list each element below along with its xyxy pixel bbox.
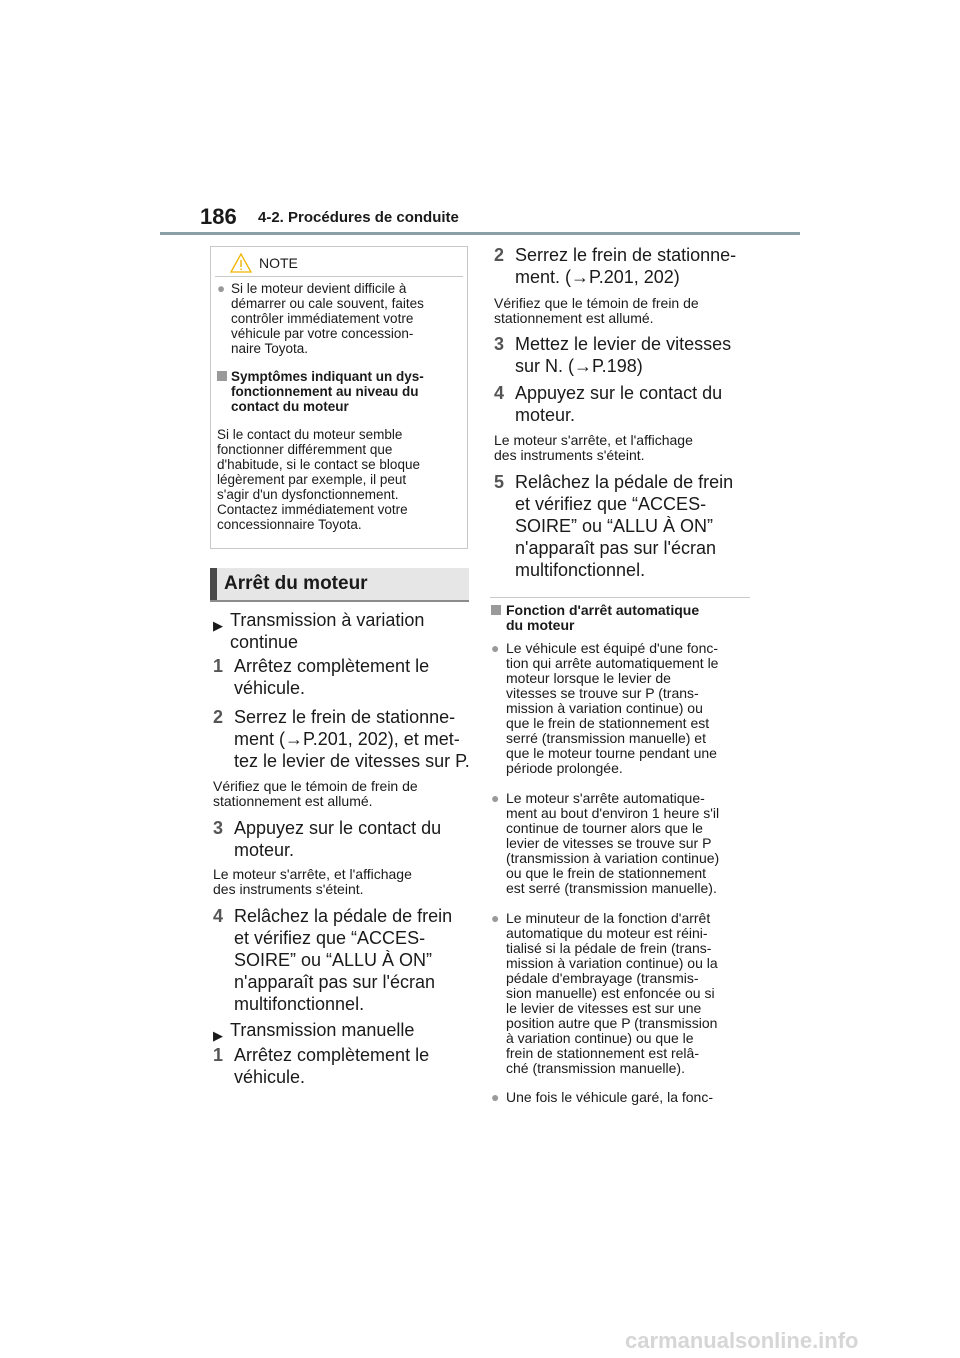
bullet-line: est serré (transmission manuelle). [506, 880, 717, 896]
bullet-line: moteur lorsque le levier de [506, 670, 671, 686]
bullet-line: continue de tourner alors que le [506, 820, 703, 836]
step-line: Serrez le frein de stationne- [515, 245, 737, 265]
right-divider [490, 597, 750, 598]
bullet-line: ché (transmission manuelle). [506, 1060, 685, 1076]
bullet-line: que le frein de stationnement est [506, 715, 710, 731]
step-line: tez le levier de vitesses sur P. [234, 751, 470, 771]
note-line: démarrer ou cale souvent, faites [231, 296, 424, 311]
section-title: 4-2. Procédures de conduite [258, 209, 459, 226]
step-number: 3 [213, 818, 224, 838]
triangle-bullet-icon: ▶ [213, 1028, 223, 1043]
bullet-circle-icon: ● [491, 1089, 500, 1105]
step-line: multifonctionnel. [234, 994, 365, 1014]
bullet-line: tialisé si la pédale de frein (trans- [506, 940, 712, 956]
manual-title: Transmission manuelle [230, 1020, 415, 1040]
step-number: 4 [213, 906, 224, 926]
step-line: Relâchez la pédale de frein [515, 472, 734, 492]
step-line: Appuyez sur le contact du [234, 818, 442, 838]
step-line: SOIRE” ou “ALLU À ON” [234, 950, 433, 970]
step-line: Relâchez la pédale de frein [234, 906, 453, 926]
triangle-bullet-icon: ▶ [213, 618, 223, 633]
step-note: stationnement est allumé. [213, 793, 373, 809]
step-line: n'apparaît pas sur l'écran [515, 538, 716, 558]
bullet-line: mission à variation continue) ou [506, 700, 703, 716]
bullet-line: levier de vitesses se trouve sur P [506, 835, 712, 851]
step-line: Serrez le frein de stationne- [234, 707, 456, 727]
bullet-circle-icon: ● [491, 910, 500, 926]
bullet-line: vitesses se trouve sur P (trans- [506, 685, 699, 701]
left-column [213, 609, 473, 1089]
note-line: véhicule par votre concession- [231, 326, 414, 341]
step-line: sur N. (→P.198) [515, 356, 643, 376]
cvt-title: Transmission à variation [230, 610, 425, 630]
step-note: des instruments s'éteint. [213, 881, 364, 897]
bullet-line: (transmission à variation continue) [506, 850, 720, 866]
step-line: Arrêtez complètement le [234, 1045, 430, 1065]
heading-text: Arrêt du moteur [224, 573, 368, 594]
bullet-circle-icon: ● [491, 790, 500, 806]
note-line: concessionnaire Toyota. [217, 517, 362, 532]
bullet-line: période prolongée. [506, 760, 623, 776]
step-number: 2 [213, 707, 224, 727]
header-divider [160, 232, 800, 235]
note-label: NOTE [259, 255, 298, 271]
right-column-steps [494, 244, 764, 584]
bullet-line: Le minuteur de la fonction d'arrêt [506, 910, 711, 926]
step-line: et vérifiez que “ACCES- [515, 494, 707, 514]
bullet-circle-icon: ● [491, 640, 500, 656]
bullet-line: serré (transmission manuelle) et [506, 730, 706, 746]
step-note: Vérifiez que le témoin de frein de [494, 295, 699, 311]
step-note: des instruments s'éteint. [494, 447, 645, 463]
note-line: Symptômes indiquant un dys- [231, 369, 424, 384]
note-line: d'habitude, si le contact se bloque [217, 457, 420, 472]
note-line: Si le contact du moteur semble [217, 427, 403, 442]
note-bullet [217, 281, 461, 356]
bullet-square-icon [491, 605, 501, 615]
note-line: Contactez immédiatement votre [217, 502, 408, 517]
note-divider [215, 276, 463, 277]
bullet-line: Le moteur s'arrête automatique- [506, 790, 705, 806]
bullet-line: tion qui arrête automatiquement le [506, 655, 719, 671]
cvt-title: continue [230, 632, 299, 652]
step-note: Le moteur s'arrête, et l'affichage [213, 866, 412, 882]
step-line: ment (→P.201, 202), et met- [234, 729, 460, 749]
bullet-line: que le moteur tourne pendant une [506, 745, 717, 761]
auto-stop-title: Fonction d'arrêt automatique [506, 602, 700, 618]
heading-bar [210, 568, 217, 600]
step-line: Appuyez sur le contact du [515, 383, 723, 403]
note-subheading [217, 369, 461, 414]
step-line: Mettez le levier de vitesses [515, 334, 732, 354]
step-number: 4 [494, 383, 505, 403]
step-line: moteur. [234, 840, 295, 860]
step-line: véhicule. [234, 1067, 306, 1087]
bullet-line: ou que le frein de stationnement [506, 865, 707, 881]
note-line: contact du moteur [231, 399, 349, 414]
bullet-line: position autre que P (transmission [506, 1015, 718, 1031]
step-number: 2 [494, 245, 505, 265]
note-line: fonctionnement au niveau du [231, 384, 419, 399]
auto-stop-title: du moteur [506, 617, 575, 633]
note-header [211, 247, 467, 277]
note-text [217, 427, 461, 532]
note-line: fonctionner différemment que [217, 442, 393, 457]
note-body [217, 281, 461, 532]
note-box [210, 246, 468, 549]
bullet-line: mission à variation continue) ou la [506, 955, 718, 971]
bullet-line: à variation continue) ou que le [506, 1030, 694, 1046]
page-number: 186 [200, 204, 237, 229]
bullet-line: Une fois le véhicule garé, la fonc- [506, 1089, 713, 1105]
footer-watermark: carmanualsonline.info [625, 1328, 859, 1353]
note-line: naire Toyota. [231, 341, 309, 356]
bullet-line: le levier de vitesses est sur une [506, 1000, 702, 1016]
step-number: 3 [494, 334, 505, 354]
bullet-line: Le véhicule est équipé d'une fonc- [506, 640, 719, 656]
bullet-line: pédale d'embrayage (transmis- [506, 970, 699, 986]
note-line: légèrement par exemple, il peut [217, 472, 407, 487]
step-line: ment. (→P.201, 202) [515, 267, 680, 287]
section-heading [210, 568, 469, 602]
note-line: contrôler immédiatement votre [231, 311, 414, 326]
bullet-line: ment au bout d'environ 1 heure s'il [506, 805, 720, 821]
note-line: Si le moteur devient difficile à [231, 281, 407, 296]
step-number: 1 [213, 1045, 224, 1065]
step-number: 1 [213, 656, 224, 676]
step-note: Le moteur s'arrête, et l'affichage [494, 432, 693, 448]
step-line: multifonctionnel. [515, 560, 646, 580]
step-note: Vérifiez que le témoin de frein de [213, 778, 418, 794]
bullet-square-icon [217, 371, 227, 381]
bullet-circle-icon: ● [217, 281, 226, 296]
step-line: et vérifiez que “ACCES- [234, 928, 426, 948]
bullet-line: automatique du moteur est réini- [506, 925, 708, 941]
warning-triangle-icon [229, 252, 253, 274]
step-line: véhicule. [234, 678, 306, 698]
auto-stop-section [491, 603, 756, 1123]
bullet-line: frein de stationnement est relâ- [506, 1045, 699, 1061]
bullet-line: sion manuelle) est enfoncée ou si [506, 985, 715, 1001]
step-number: 5 [494, 472, 505, 492]
step-line: n'apparaît pas sur l'écran [234, 972, 435, 992]
step-line: Arrêtez complètement le [234, 656, 430, 676]
note-line: s'agir d'un dysfonctionnement. [217, 487, 399, 502]
step-note: stationnement est allumé. [494, 310, 654, 326]
step-line: moteur. [515, 405, 576, 425]
step-line: SOIRE” ou “ALLU À ON” [515, 516, 714, 536]
